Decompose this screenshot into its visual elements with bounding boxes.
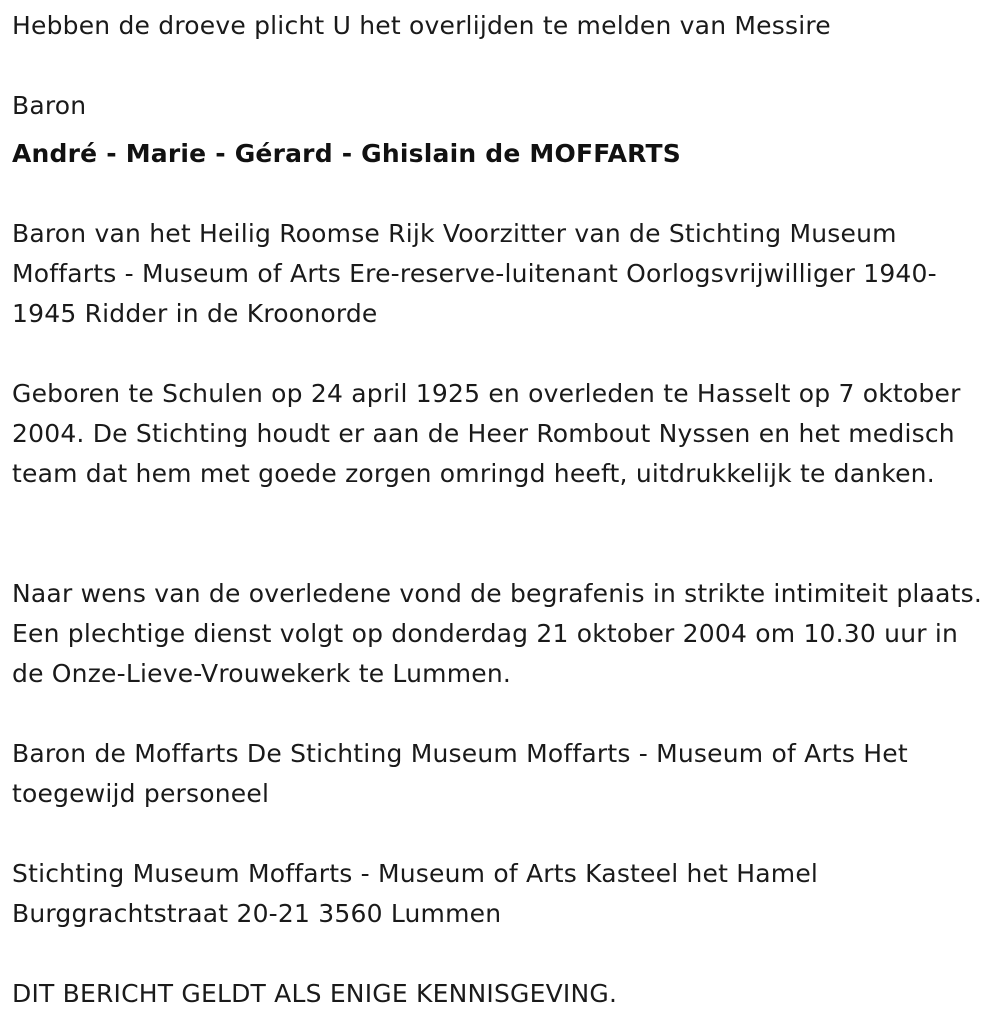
intro-text: Hebben de droeve plicht U het overlijden te melden van Messire xyxy=(12,11,831,40)
titles-paragraph: Baron van het Heilig Roomse Rijk Voorzitter van de Stichting Museum Moffarts - Museum of Arts Ere-reserve-luitenant Oorlogsvrijwilliger 1940-1945 Ridder in de Kroonorde xyxy=(12,219,937,328)
address-paragraph: Stichting Museum Moffarts - Museum of Arts Kasteel het Hamel Burggrachtstraat 20-21 3560 Lummen xyxy=(12,859,819,928)
mourners-paragraph: Baron de Moffarts De Stichting Museum Moffarts - Museum of Arts Het toegewijd personeel xyxy=(12,739,908,808)
title-text: Baron xyxy=(12,91,87,120)
closing-statement: DIT BERICHT GELDT ALS ENIGE KENNISGEVING. xyxy=(12,979,618,1008)
birth-death-paragraph: Geboren te Schulen op 24 april 1925 en overleden te Hasselt op 7 oktober 2004. De Stichting houdt er aan de Heer Rombout Nyssen en het medisch team dat hem met goede zorgen omringd heeft, uitdrukkelijk te danken. xyxy=(12,379,961,488)
deceased-name: André - Marie - Gérard - Ghislain de MOFFARTS xyxy=(12,139,681,168)
funeral-paragraph: Naar wens van de overledene vond de begrafenis in strikte intimiteit plaats. Een plechtige dienst volgt op donderdag 21 oktober 2004 om 10.30 uur in de Onze-Lieve-Vrouwekerk te Lummen. xyxy=(12,579,982,688)
